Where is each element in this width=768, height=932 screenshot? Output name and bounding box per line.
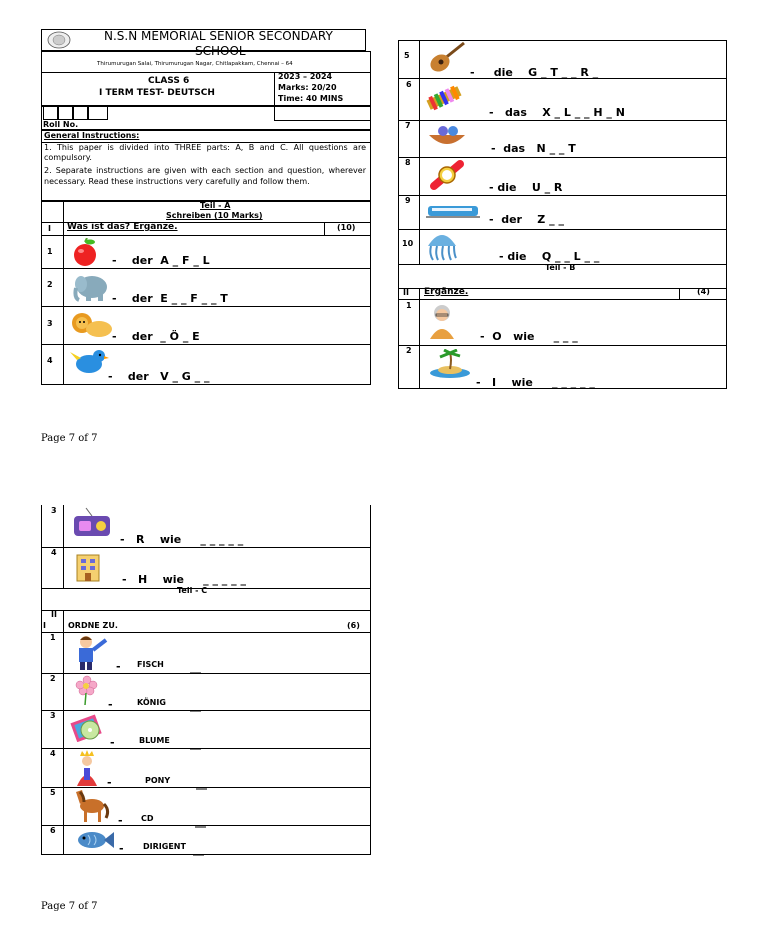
item-answer: - die G _ T _ _ R _ [470,66,599,79]
answer-blank: __ [190,699,201,712]
item-number: 8 [405,158,411,167]
item-number: 9 [405,196,411,205]
lion-icon [71,309,113,345]
marks-label: Marks: 20/20 [278,83,337,92]
bird-icon [69,346,109,382]
question-number: I [43,621,46,630]
instructions-heading: General Instructions: [44,131,140,140]
roll-cell[interactable] [43,106,58,120]
school-address: Thirumurugan Salai, Thirumurugan Nagar, Chitlapakkam, Chennai – 64 [97,61,293,67]
item-number: 1 [47,247,53,256]
answer-blank: __ [196,777,207,790]
question-number: I [48,224,51,233]
item-number: 3 [51,506,57,515]
king-icon [72,750,102,790]
item-dash: - [119,842,124,855]
school-name: N.S.N MEMORIAL SENIOR SECONDARY [104,29,333,43]
item-dash: - [107,776,112,789]
teil-c-question: ORDNE ZU. [68,621,118,630]
item-dash: - [108,698,113,711]
item-number: 6 [406,80,412,89]
school-logo [46,30,72,50]
instruction-2: 2. Separate instructions are given with each section and question, wherever necessary. Read these instructions very carefully and follow them. [44,166,366,186]
pony-icon [70,788,110,828]
answer-blank: __ [190,737,201,750]
match-word: FISCH [137,660,164,669]
island-icon [428,349,474,383]
item-number: 7 [405,121,411,130]
nest-icon [427,123,467,155]
answer-blank: __ [195,815,206,828]
guitar-icon [426,41,466,79]
teil-a-marks: (10) [337,223,356,232]
teil-a-subtitle: Schreiben (10 Marks) [166,211,263,220]
item-answer: - I wie _ _ _ _ _ [476,376,595,389]
teil-b-question: Ergänze. [424,287,469,297]
item-answer: - der E _ _ F _ _ T [112,292,228,305]
class-label: CLASS 6 [148,76,190,86]
fish-icon [74,829,114,855]
roll-no-label: Roll No. [43,120,79,129]
cd-icon [70,714,104,746]
radio-icon [72,506,112,544]
match-word: PONY [145,776,171,785]
hotel-icon [75,551,101,587]
item-dash: - [110,736,115,749]
teil-a-title: Teil - A [200,201,231,210]
time-label: Time: 40 MINS [278,94,344,103]
test-title: I TERM TEST- DEUTSCH [99,88,215,98]
item-number: 3 [47,319,53,328]
item-number: 5 [404,51,410,60]
question-number: II [51,610,57,619]
teil-a-question: Was ist das? Ergänze. [67,222,178,232]
answer-blank: __ [190,661,201,674]
item-number: 10 [402,239,414,248]
item-number: 2 [47,280,53,289]
item-number: 2 [406,346,412,355]
item-number: 4 [47,356,53,365]
teil-c-title: Teil - C [177,586,208,595]
item-number: 1 [50,633,56,642]
item-answer: - die Q _ _ L _ _ [499,250,600,263]
apple-icon [70,238,100,270]
item-number: 2 [50,674,56,683]
match-word: KÖNIG [137,698,166,707]
question-number: II [403,288,409,297]
item-number: 4 [50,749,56,758]
school-name-2: SCHOOL [195,44,246,58]
roll-cell[interactable] [58,106,73,120]
teil-c-marks: (6) [347,621,360,630]
item-answer: - das X _ L _ _ H _ N [489,106,625,119]
conductor-icon [70,634,110,676]
watch-icon [430,160,468,196]
match-word: BLUME [139,736,170,745]
item-dash: - [118,814,123,827]
item-number: 4 [51,548,57,557]
item-answer: - die U _ R [489,181,563,194]
answer-blank: __ [193,843,204,856]
item-number: 3 [50,711,56,720]
item-answer: - H wie _ _ _ _ _ [122,573,246,586]
teil-b-marks: (4) [697,287,710,296]
item-answer: - der A _ F _ L [112,254,210,267]
item-answer: - das N _ _ T [491,142,576,155]
match-word: DIRIGENT [143,842,186,851]
item-answer: - O wie _ _ _ [480,330,578,343]
item-answer: - der _ Ö _ E [112,330,200,343]
instruction-1: 1. This paper is divided into THREE parts: A, B and C. All questions are compulsory. [44,143,366,162]
item-number: 1 [406,301,412,310]
xylophone-icon [425,83,463,117]
item-number: 6 [50,826,56,835]
teil-b-title: Teil - B [545,263,576,272]
item-number: 5 [50,788,56,797]
match-word: CD [141,814,154,823]
page-footer-2: Page 7 of 7 [41,901,98,912]
elephant-icon [72,272,108,306]
jellyfish-icon [425,230,459,266]
item-answer: - R wie _ _ _ _ _ [120,533,244,546]
page-footer: Page 7 of 7 [41,433,98,444]
roll-cell[interactable] [73,106,88,120]
academic-year: 2023 – 2024 [278,72,333,81]
train-icon [426,200,480,224]
item-answer: - der V _ G _ _ [108,370,210,383]
item-dash: - [116,660,121,673]
roll-cell[interactable] [88,106,108,120]
item-answer: - der Z _ _ [489,213,564,226]
flower-icon [75,675,99,709]
grandma-icon [427,303,457,343]
